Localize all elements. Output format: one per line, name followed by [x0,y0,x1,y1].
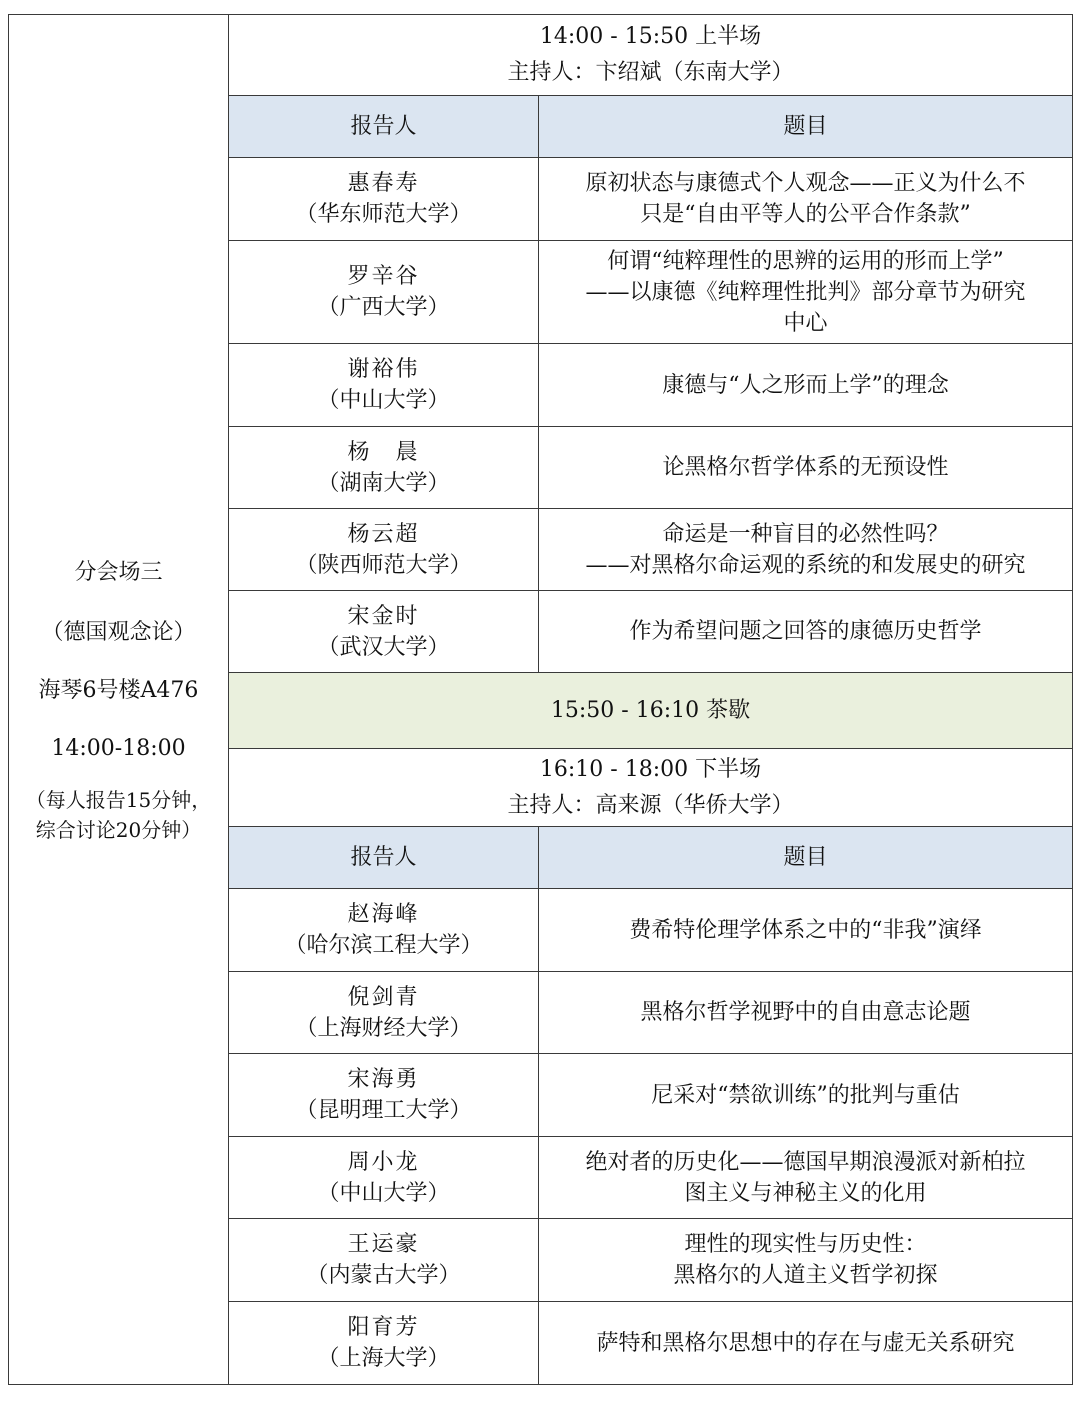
second-half-host: 主持人：高来源（华侨大学） [507,792,794,818]
speaker-cell [229,1302,539,1385]
speaker-name: 王运豪 [347,1232,420,1257]
speaker-cell [229,158,539,241]
talk-title-line: ——以康德《纯粹理性批判》部分章节为研究 [585,279,1026,305]
speaker-cell [229,591,539,673]
venue-name: 分会场三 [74,559,163,585]
talk-title-cell [539,1219,1073,1302]
second-half-session-cell [229,749,1073,827]
talk-title-line: 原初状态与康德式个人观念——正义为什么不 [585,171,1026,196]
column-header-speaker: 报告人 [229,96,539,158]
talk-title-cell [539,972,1073,1054]
talk-title-cell [539,591,1073,673]
talk-title-line: 理性的现实性与历史性： [684,1232,927,1257]
talk-title-line: 黑格尔哲学视野中的自由意志论题 [640,1000,971,1025]
speaker-affiliation: （广西大学） [317,295,450,320]
talk-title-line: 康德与“人之形而上学”的理念 [662,372,949,398]
speaker-cell [229,241,539,344]
tea-break-cell: 15:50 - 16:10 茶歇 [229,673,1073,749]
speaker-cell [229,972,539,1054]
talk-title-line: 图主义与神秘主义的化用 [684,1180,927,1206]
first-half-time: 14:00 - 15:50 上半场 [539,24,762,49]
first-half-session-cell [229,15,1073,96]
talk-title-line: 绝对者的历史化——德国早期浪漫派对新柏拉 [585,1149,1026,1175]
speaker-affiliation: （武汉大学） [317,634,450,660]
talk-title-line: 只是“自由平等人的公平合作条款” [640,202,971,227]
talk-title-line: 费希特伦理学体系之中的“非我”演绎 [629,917,982,943]
speaker-affiliation: （陕西师范大学） [295,552,472,578]
talk-title-line: 萨特和黑格尔思想中的存在与虚无关系研究 [596,1330,1015,1356]
speaker-affiliation: （内蒙古大学） [306,1263,461,1288]
speaker-name: 罗辛谷 [347,264,420,289]
column-header-title: 题目 [539,827,1073,889]
speaker-name: 宋海勇 [347,1067,420,1092]
talk-title-cell [539,1054,1073,1137]
speaker-affiliation: （湖南大学） [317,470,450,496]
talk-title-line: 黑格尔的人道主义哲学初探 [673,1263,938,1288]
speaker-cell [229,509,539,591]
speaker-name: 阳育芳 [347,1315,420,1340]
speaker-cell [229,1219,539,1302]
talk-title-line: 命运是一种盲目的必然性吗？ [662,521,949,547]
speaker-affiliation: （上海大学） [317,1346,450,1371]
venue-note-line2: 综合讨论20分钟） [35,817,202,842]
talk-title-cell [539,427,1073,509]
speaker-name: 惠春寿 [347,171,420,196]
venue-cell [9,15,229,1385]
speaker-name: 宋金时 [347,603,420,629]
talk-title-cell [539,1137,1073,1219]
talk-title-cell [539,158,1073,241]
speaker-cell [229,1137,539,1219]
second-half-time: 16:10 - 18:00 下半场 [539,756,762,782]
speaker-name: 谢裕伟 [347,357,420,382]
speaker-cell [229,889,539,972]
speaker-name: 杨 晨 [347,439,420,465]
speaker-cell [229,344,539,427]
speaker-cell [229,427,539,509]
talk-title-cell [539,344,1073,427]
first-half-host: 主持人：卞绍斌（东南大学） [507,60,794,85]
venue-room: 海琴6号楼A476 [38,677,199,703]
speaker-affiliation: （上海财经大学） [295,1015,472,1041]
venue-note-line1: （每人报告15分钟， [25,787,212,812]
speaker-cell [229,1054,539,1137]
talk-title-cell [539,241,1073,344]
speaker-name: 倪剑青 [347,984,420,1010]
speaker-affiliation: （中山大学） [317,1180,450,1206]
column-header-speaker: 报告人 [229,827,539,889]
talk-title-line: ——对黑格尔命运观的系统的和发展史的研究 [585,552,1026,578]
speaker-affiliation: （哈尔滨工程大学） [284,933,483,958]
column-header-title: 题目 [539,96,1073,158]
talk-title-line: 中心 [783,310,828,336]
venue-time: 14:00-18:00 [51,735,186,761]
talk-title-line: 尼采对“禁欲训练”的批判与重估 [651,1082,960,1108]
venue-topic: （德国观念论） [41,619,196,645]
schedule-table [8,14,1073,1385]
speaker-name: 周小龙 [347,1149,420,1175]
talk-title-cell [539,1302,1073,1385]
first-half-session-row [9,15,1073,96]
speaker-affiliation: （华东师范大学） [295,202,472,227]
talk-title-line: 作为希望问题之回答的康德历史哲学 [629,619,982,644]
speaker-name: 赵海峰 [347,902,420,927]
speaker-name: 杨云超 [347,521,420,547]
speaker-affiliation: （昆明理工大学） [295,1098,472,1123]
talk-title-cell [539,889,1073,972]
talk-title-cell [539,509,1073,591]
talk-title-line: 论黑格尔哲学体系的无预设性 [662,455,949,480]
speaker-affiliation: （中山大学） [317,388,450,413]
talk-title-line: 何谓“纯粹理性的思辨的运用的形而上学” [607,248,1004,274]
